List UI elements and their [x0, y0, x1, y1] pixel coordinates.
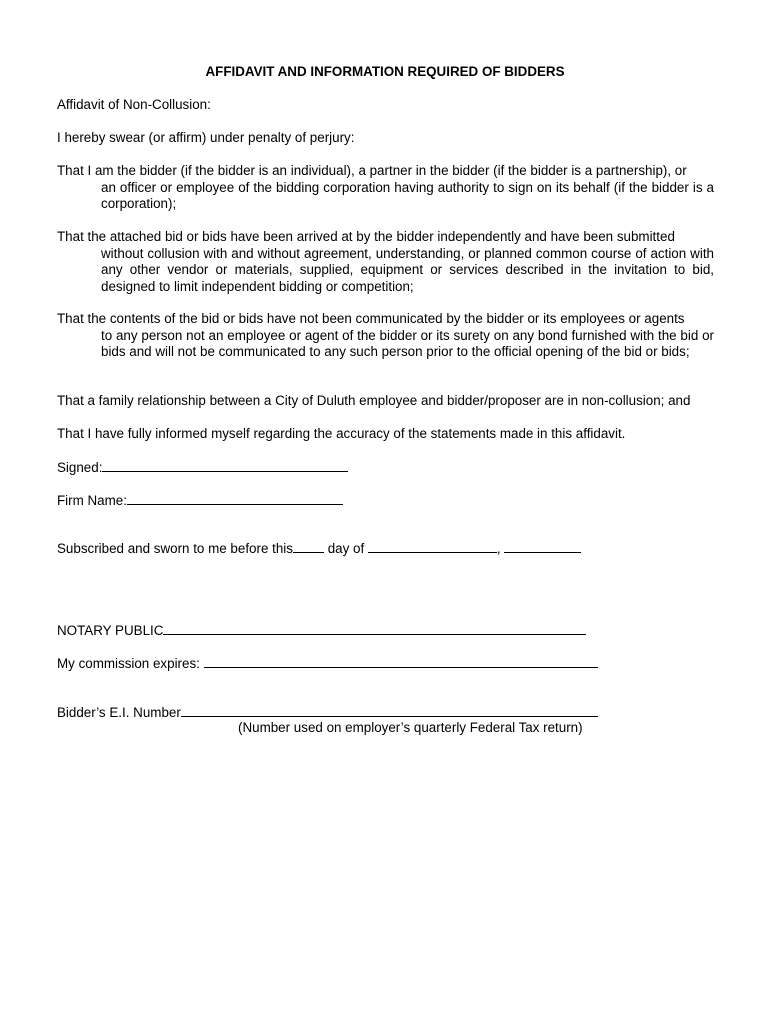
clause-fully-informed: That I have fully informed myself regarding the accuracy of the statements made in this affidavit.	[57, 426, 626, 441]
ein-blank[interactable]	[181, 704, 598, 717]
clause-first-line: That the attached bid or bids have been arrived at by the bidder independently and have been submitted	[57, 229, 675, 244]
clause-continuation: to any person not an employee or agent of the bidder or its surety on any bond furnished with the bid or bids and will not be communicated to any such person prior to the official opening of the bid or bids;	[101, 327, 714, 359]
firm-name-label: Firm Name:	[57, 493, 127, 508]
notary-public-blank[interactable]	[163, 622, 586, 635]
clause-continuation: without collusion with and without agreement, understanding, or planned common course of action with any other vendor or materials, supplied, equipment or services described in the invitation to bid, designed to limit independent bidding or competition;	[101, 245, 714, 294]
ein-field	[57, 704, 598, 722]
affidavit-subtitle: Affidavit of Non-Collusion:	[57, 97, 211, 112]
clause-not-communicated	[57, 311, 714, 361]
commission-expires-label: My commission expires:	[57, 656, 200, 671]
commission-expires-blank[interactable]	[204, 655, 598, 668]
sworn-day-number-blank[interactable]	[293, 540, 324, 553]
signature-blank[interactable]	[102, 459, 348, 472]
firm-name-blank[interactable]	[127, 492, 343, 505]
commission-expires-field	[57, 655, 598, 673]
notary-public-label: NOTARY PUBLIC	[57, 623, 164, 638]
sworn-comma: ,	[496, 541, 501, 556]
signed-field	[57, 459, 348, 477]
signed-label: Signed:	[57, 460, 103, 475]
sworn-day-of-label: day of	[327, 541, 365, 556]
firm-name-field	[57, 492, 343, 510]
clause-continuation: an officer or employee of the bidding corporation having authority to sign on its behalf (if the bidder is a corporation);	[101, 179, 714, 211]
sworn-label: Subscribed and sworn to me before this	[57, 541, 293, 556]
clause-first-line: That the contents of the bid or bids have not been communicated by the bidder or its employees or agents	[57, 311, 685, 326]
ein-note: (Number used on employer’s quarterly Federal Tax return)	[238, 720, 583, 735]
clause-independent-bid	[57, 229, 714, 295]
document-title: AFFIDAVIT AND INFORMATION REQUIRED OF BIDDERS	[205, 64, 565, 79]
sworn-year-blank[interactable]	[504, 540, 581, 553]
oath-statement: I hereby swear (or affirm) under penalty of perjury:	[57, 130, 355, 145]
clause-bidder-identity	[57, 163, 714, 213]
sworn-month-blank[interactable]	[368, 540, 497, 553]
sworn-field	[57, 540, 581, 558]
clause-first-line: That I am the bidder (if the bidder is an individual), a partner in the bidder (if the bidder is a partnership), or	[57, 163, 687, 178]
notary-public-field	[57, 622, 586, 640]
clause-family-relationship: That a family relationship between a City of Duluth employee and bidder/proposer are in non-collusion; and	[57, 393, 691, 408]
ein-label: Bidder’s E.I. Number	[57, 705, 181, 720]
